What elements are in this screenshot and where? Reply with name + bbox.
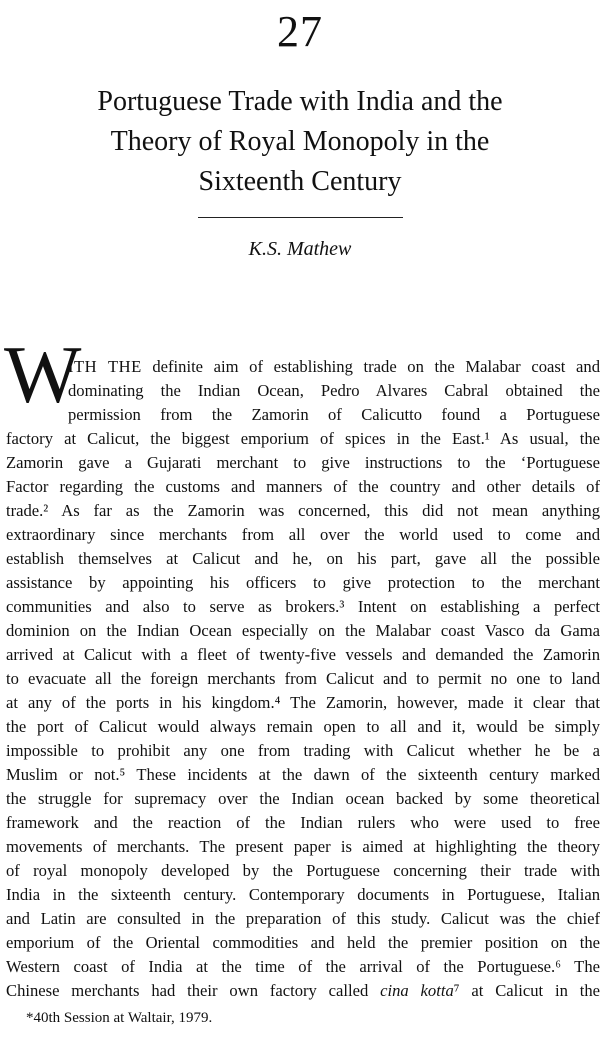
chapter-title [20, 82, 580, 202]
paragraph-line: establish themselves at Calicut and he, on his part, gave all the possible [6, 549, 600, 568]
paragraph-line: at any of the ports in his kingdom.⁴ The Zamorin, however, made it clear that [6, 693, 600, 712]
paragraph-line: permission from the Zamorin of Calicutto found a Portuguese [68, 405, 600, 424]
paragraph-line: impossible to prohibit any one from trading with Calicut whether he be a [6, 741, 600, 760]
opening-small-caps: ITH THE [68, 357, 142, 376]
title-divider [198, 217, 403, 218]
paragraph-line: Chinese merchants had their own factory called cina kotta⁷ at Calicut in the [6, 981, 600, 1000]
paragraph-line: dominion on the Indian Ocean especially on the Malabar coast Vasco da Gama [6, 621, 600, 640]
chapter-title-line: Sixteenth Century [198, 166, 402, 197]
paragraph-line: India in the sixteenth century. Contemporary documents in Portuguese, Italian [6, 885, 600, 904]
paragraph-line: to evacuate all the foreign merchants from Calicut and to permit no one to land [6, 669, 600, 688]
author-name: K.S. Mathew [248, 238, 352, 260]
chapter-number: 27 [277, 7, 323, 56]
paragraph-line: Factor regarding the customs and manners of the country and other details of [6, 477, 600, 496]
paragraph-line: framework and the reaction of the Indian rulers who were used to free [6, 813, 600, 832]
chapter-title-line: Portuguese Trade with India and the [97, 86, 503, 117]
footnote: *40th Session at Waltair, 1979. [26, 1010, 213, 1026]
paragraph-line: dominating the Indian Ocean, Pedro Alvares Cabral obtained the [68, 381, 600, 400]
paragraph-line: Western coast of India at the time of the arrival of the Portuguese.⁶ The [6, 957, 600, 976]
paragraph-line: the struggle for supremacy over the Indian ocean backed by some theoretical [6, 789, 600, 808]
paragraph-line: movements of merchants. The present paper is aimed at highlighting the theory [6, 837, 600, 856]
paragraph-line: assistance by appointing his officers to give protection to the merchant [6, 573, 600, 592]
chapter-title-line: Theory of Royal Monopoly in the [110, 126, 490, 157]
paragraph-line: of royal monopoly developed by the Portuguese concerning their trade with [6, 861, 600, 880]
paragraph-line: emporium of the Oriental commodities and held the premier position on the [6, 933, 600, 952]
paragraph-line: arrived at Calicut with a fleet of twenty-five vessels and demanded the Zamorin [6, 645, 600, 664]
paragraph-line: ITH THE definite aim of establishing trade on the Malabar coast and [68, 357, 600, 376]
paragraph-line: communities and also to serve as brokers.³ Intent on establishing a perfect [6, 597, 600, 616]
paragraph-line: the port of Calicut would always remain open to all and it, would be simply [6, 717, 600, 736]
drop-cap: W [4, 329, 82, 420]
paragraph-line: Zamorin gave a Gujarati merchant to give instructions to the ‘Portuguese [6, 453, 600, 472]
paragraph-line: trade.² As far as the Zamorin was concerned, this did not mean anything [6, 501, 600, 520]
paragraph-line: factory at Calicut, the biggest emporium of spices in the East.¹ As usual, the [6, 429, 600, 448]
paragraph-line: Muslim or not.⁵ These incidents at the dawn of the sixteenth century marked [6, 765, 600, 784]
italic-term: cina kotta [380, 981, 454, 1000]
paragraph-line: extraordinary since merchants from all over the world used to come and [6, 525, 600, 544]
paragraph-line: and Latin are consulted in the preparation of this study. Calicut was the chief [6, 909, 600, 928]
